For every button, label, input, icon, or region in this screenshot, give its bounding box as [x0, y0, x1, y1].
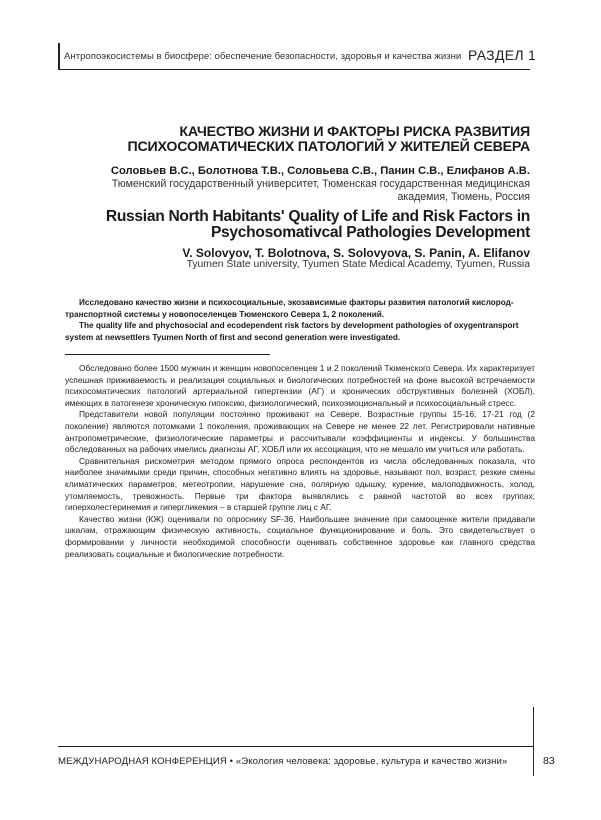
footer-divider: [58, 746, 534, 747]
body-paragraph-2: Представители новой популяции постоянно проживают на Севере. Возрастные группы 15-16, 17-21 год (2 поколение) являются потомками 1 поколения, проживающих на Севере не менее 22 лет. Регистрировали нативные антропометрические, физиологические параметры и рассчитывали коэффициенты и индексы. У большинства обследованных на рабочих имелись диагнозы АГ, ХОБЛ или их ассоциация, что не мешало им учиться или работать.: [65, 409, 535, 455]
conference-footer: МЕЖДУНАРОДНАЯ КОНФЕРЕНЦИЯ • «Экология человека: здоровье, культура и качество жизни»: [58, 756, 508, 767]
header-divider: [58, 69, 530, 70]
page-number: 83: [543, 755, 555, 767]
body-paragraph-4: Качество жизни (КЖ) оценивали по опроснику SF-36. Наибольшее значение при самооценке жители придавали шкалам, отражающим физическую активность, социальное функционирование и боль. Это свидетельствует о формировании у личности необходимой способности оценивать собственное здоровье как главного средства реализовать социальные и биологические потребности.: [65, 513, 535, 559]
running-title: Антропоэкосистемы в биосфере: обеспечение безопасности, здоровья и качества жизни: [64, 51, 462, 62]
article-title-en: Russian North Habitants' Quality of Life and Risk Factors in Psychosomativcal Pathologies Development: [105, 208, 530, 241]
abstract-en: The quality life and phychosocial and ecodependent risk factors by development pathologies of oxygentransport system at newsettlers Tyumen North of first and second generation were investigated.: [65, 321, 519, 342]
abstract-ru: Исследовано качество жизни и психосоциальные, экозависимые факторы развития патологий кислород-транспортной системы у новопоселенцев Тюменского Севера 1, 2 поколений.: [65, 298, 514, 319]
header-vertical-rule: [58, 43, 60, 69]
article-body: [65, 363, 535, 560]
authors-ru: Соловьев В.С., Болотнова Т.В., Соловьева С.В., Панин С.В., Елифанов А.В.: [110, 165, 530, 177]
body-paragraph-1: Обследовано более 1500 мужчин и женщин новопоселенцев 1 и 2 поколений Тюменского Севера. Их характеризует успешная приживаемость и реализация социальных и биологических потребностей на фоне высокой встречаемости психосоматических патологий артериальной гипертензии (АГ) и хронических обструктивных болезней (ХОБЛ), имеющих в патогенезе хроническую гипоксию, физиологический, психоэмоциональный и психосоциальный стресс.: [65, 363, 535, 408]
section-label: РАЗДЕЛ 1: [468, 47, 537, 63]
article-title-ru: КАЧЕСТВО ЖИЗНИ И ФАКТОРЫ РИСКА РАЗВИТИЯ ПСИХОСОМАТИЧЕСКИХ ПАТОЛОГИЙ У ЖИТЕЛЕЙ СЕВЕРА: [127, 124, 530, 155]
footer-vertical-rule: [533, 707, 534, 776]
affiliation-ru: Тюменский государственный университет, Тюменская государственная медицинская академия, Тюмень, Россия: [111, 178, 530, 203]
abstract-divider: [65, 354, 270, 355]
body-paragraph-3: Сравнительная рискометрия методом прямого опроса респондентов из числа обследованных показала, что наиболее значимыми среди причин, способных негативно влиять на здоровье, называют пол, возраст, резкие смены климатических параметров, метеотропии, нарушение сна, полярную одышку, курение, малоподвижность, холод, утомляемость, тревожность. Первые три фактора выявлялись с равной частотой во всех группах; гиперхолестеринемия и гипергликемия – в старшей группе лиц с АГ.: [65, 455, 535, 513]
authors-en: V. Solovyov, T. Bolotnova, S. Solovyova, S. Panin, A. Elifanov: [182, 246, 530, 260]
abstract: [65, 297, 535, 343]
affiliation-en: Tyumen State university, Tyumen State Medical Academy, Tyumen, Russia: [186, 259, 530, 270]
